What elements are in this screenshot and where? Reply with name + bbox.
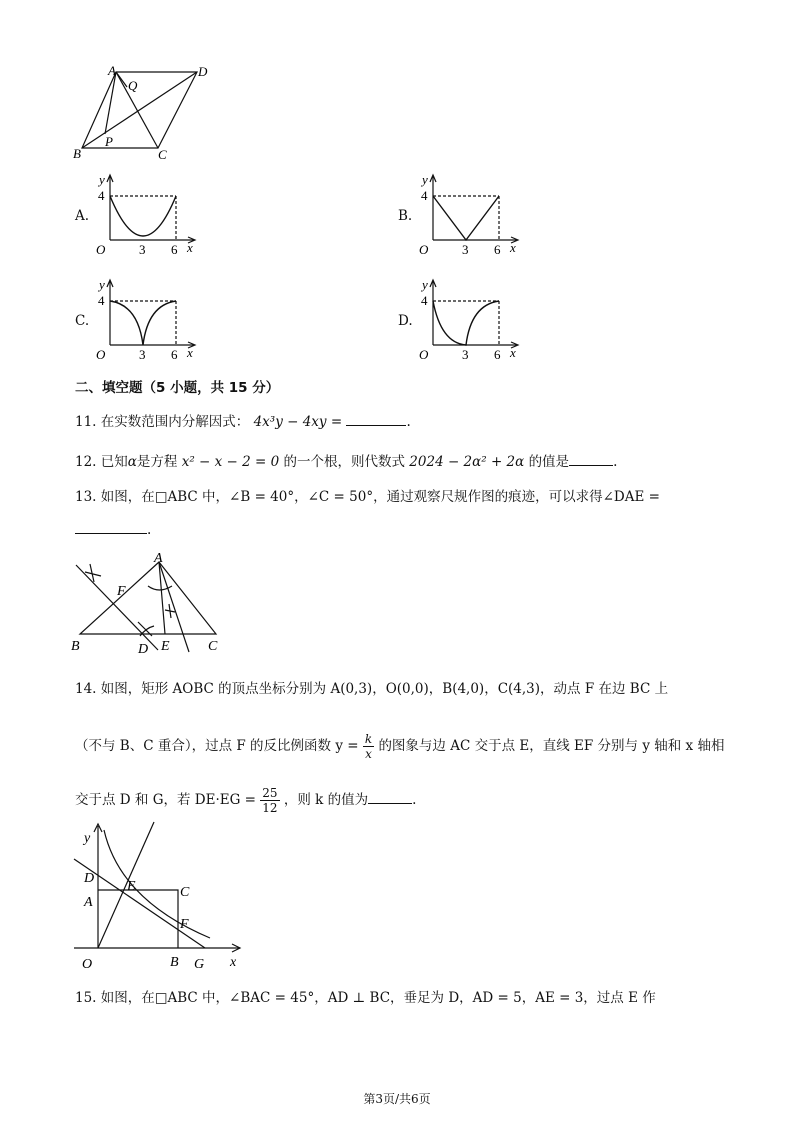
option-c-graph[interactable] [90,275,200,363]
fig13-label-E: E [161,639,170,654]
y-axis-label: y [422,277,428,292]
option-d-graph[interactable] [413,275,523,363]
y-axis-label: y [422,172,428,187]
label-P: P [105,134,113,149]
q14-num: 25 [262,786,278,800]
question-15-line1: 15. 如图，在□ABC 中，∠BAC = 45°，AD ⊥ BC，垂足为 D，AD = 5，AE = 3，过点 E 作 [75,990,656,1006]
tick-3: 3 [462,347,469,362]
q11-text: 在实数范围内分解因式： [100,414,250,430]
q11-num: 11. [75,414,97,430]
q12-end: . [613,454,618,470]
hyperbola-rectangle-figure [70,818,255,970]
q12-d: 的值是 [528,454,570,470]
q14-line3b: ，则 k 的值为 [283,792,369,808]
origin-label: O [96,347,106,362]
origin-label: O [419,242,429,257]
question-13-line1: 13. 如图，在□ABC 中，∠B = 40°，∠C = 50°，通过观察尺规作图的痕迹，可以求得∠DAE = [75,489,660,505]
fig14-label-y: y [84,831,91,846]
question-12 [75,451,617,472]
tick-4: 4 [98,188,105,203]
q12-expression: 2024 − 2α² + 2α [409,454,525,470]
axes [430,280,518,348]
triangle-construction-figure [68,552,238,660]
fig13-label-F: F [117,584,126,599]
q13-answer-blank[interactable] [75,519,147,534]
q12-b: 是方程 [136,454,178,470]
label-Q: Q [128,78,138,93]
x-axis-label: x [510,345,516,360]
option-c-letter[interactable]: C. [75,313,90,329]
tick-6: 6 [171,242,178,257]
tick-6: 6 [171,347,178,362]
function-curve [433,301,499,345]
option-d-letter[interactable]: D. [398,313,413,329]
q14-fraction-25-12 [260,786,279,815]
origin-label: O [96,242,106,257]
question-14-line1: 14. 如图，矩形 AOBC 的顶点坐标分别为 A(0,3)，O(0,0)，B(4,0)，C(4,3)，动点 F 在边 BC 上 [75,681,669,697]
question-13-line2 [75,519,151,540]
axes [107,175,195,243]
label-B: B [73,146,81,161]
q14-x: x [365,747,372,761]
fig14-label-O: O [82,957,93,970]
x-axis-label: x [510,240,516,255]
tick-3: 3 [139,242,146,257]
q13-end: . [147,522,152,538]
fig14-label-B: B [170,955,179,970]
q12-alpha: α [127,454,137,470]
fig14-label-F: F [180,917,189,932]
function-curve [433,196,499,240]
tick-3: 3 [462,242,469,257]
q12-a: 已知 [100,454,128,470]
q12-equation: x² − x − 2 = 0 [181,454,280,470]
fig14-label-G: G [194,957,205,970]
axes [430,175,518,243]
y-axis-label: y [99,277,105,292]
fig13-label-B: B [71,639,80,654]
y-axis-label: y [99,172,105,187]
tick-3: 3 [139,347,146,362]
fig13-label-D: D [138,642,149,657]
q14-den: 12 [262,801,278,815]
fig14-label-E: E [127,879,136,894]
function-curve [110,301,176,345]
q11-answer-blank[interactable] [346,411,406,426]
fig13-label-C: C [208,639,218,654]
option-a-graph[interactable] [90,170,200,258]
q14-fraction-k-over-x [363,732,374,761]
label-A: A [108,63,116,78]
tick-6: 6 [494,347,501,362]
q14-k: k [364,732,373,746]
option-a-letter[interactable]: A. [75,208,90,224]
option-b-graph[interactable] [413,170,523,258]
q11-end: . [406,414,411,430]
fig13-label-A: A [154,552,163,566]
question-14-line3 [75,786,416,815]
q12-num: 12. [75,454,97,470]
label-C: C [158,147,167,162]
q14-answer-blank[interactable] [368,789,412,804]
function-curve [110,196,176,236]
label-D: D [198,64,208,79]
q14-line2a: （不与 B、C 重合），过点 F 的反比例函数 y = [75,738,359,754]
q14-line3a: 交于点 D 和 G，若 DE·EG = [75,792,256,808]
parallelogram-figure [70,62,230,162]
section-title: 二、填空题（5 小题，共 15 分） [75,380,280,396]
origin-label: O [419,347,429,362]
page-footer: 第3页/共6页 [363,1092,431,1106]
tick-4: 4 [421,293,428,308]
option-b-letter[interactable]: B. [398,208,413,224]
fig14-label-D: D [84,871,95,886]
x-axis-label: x [187,240,193,255]
q12-c: 的一个根，则代数式 [283,454,405,470]
q11-expr: 4x³y − 4xy = [253,414,343,430]
tick-4: 4 [421,188,428,203]
q12-answer-blank[interactable] [569,451,613,466]
q14-line2b: 的图象与边 AC 交于点 E，直线 EF 分别与 y 轴和 x 轴相 [378,738,725,754]
tick-4: 4 [98,293,105,308]
fig14-label-x: x [230,955,237,970]
tick-6: 6 [494,242,501,257]
x-axis-label: x [187,345,193,360]
fig14-label-A: A [84,895,93,910]
axes [107,280,195,348]
question-11 [75,411,411,432]
q14-end: . [412,792,417,808]
fig14-label-C: C [180,885,190,900]
question-14-line2 [75,732,724,761]
